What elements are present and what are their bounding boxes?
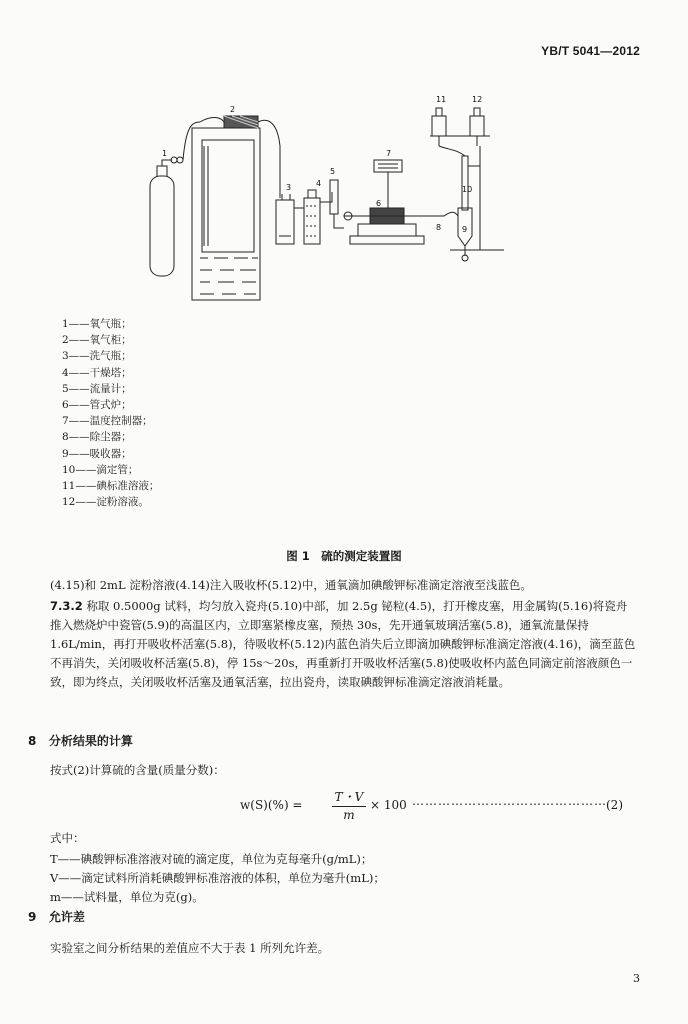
tube-furnace — [344, 208, 434, 244]
legend-item: 5——流量计； — [62, 382, 132, 395]
section-8-heading — [28, 732, 133, 749]
standard-code: YB/T 5041—2012 — [541, 44, 640, 58]
figure-caption: 图 1 硫的测定装置图 — [286, 549, 402, 563]
callout-7: 7 — [386, 149, 392, 158]
legend-item: 10——滴定管； — [62, 463, 139, 476]
formula-fraction — [332, 788, 366, 822]
definition-m: m——试料量，单位为克(g)。 — [50, 890, 204, 904]
paragraph-7-3-2 — [50, 597, 638, 692]
formula-2 — [240, 788, 640, 828]
figure-legend — [62, 316, 159, 510]
callout-11: 11 — [436, 95, 447, 104]
legend-item: 1——氧气瓶； — [62, 318, 132, 330]
flowmeter — [330, 180, 344, 228]
legend-item: 6——管式炉； — [62, 399, 132, 412]
callout-6: 6 — [376, 199, 382, 208]
legend-item: 9——吸收器； — [62, 447, 132, 460]
callout-1: 1 — [162, 149, 168, 158]
callout-8: 8 — [436, 223, 442, 232]
drying-tower — [304, 190, 320, 244]
legend-item: 8——除尘器； — [62, 431, 132, 444]
absorber — [458, 208, 472, 261]
callout-3: 3 — [286, 183, 292, 192]
section-number: 8 — [28, 734, 37, 748]
wash-bottle — [276, 194, 294, 244]
callout-2: 2 — [230, 105, 236, 114]
callout-5: 5 — [330, 167, 336, 176]
tolerance-text: 实验室之间分析结果的差值应不大于表 1 所列允许差。 — [50, 941, 330, 955]
formula-lhs: w(S)(%) = — [240, 798, 303, 812]
reagent-bottles — [430, 108, 490, 156]
formula-multiplier: × 100 — [370, 798, 407, 812]
callout-4: 4 — [316, 179, 322, 188]
legend-item: 4——干燥塔； — [62, 366, 132, 379]
page-number: 3 — [633, 972, 640, 985]
legend-item: 11——碘标准溶液； — [62, 480, 160, 493]
calc-intro: 按式(2)计算硫的含量(质量分数)： — [50, 763, 225, 777]
section-number: 9 — [28, 910, 37, 924]
legend-item: 3——洗气瓶； — [62, 350, 132, 363]
clause-text: 称取 0.5000g 试料，均匀放入瓷舟(5.10)中部，加 2.5g 铋粒(4.5)，打开橡皮塞，用金属钩(5.16)将瓷舟推入燃烧炉中瓷管(5.9)的高温区内，立即塞紧橡皮塞，预热 30s，先开通氧玻璃活塞(5.8)，通氧流量保持 1.6L/min，再打开吸收杯活塞(5.8)，待吸收杯(5.12)内蓝色消失后立即滴加碘酸钾标准滴定溶液(4.16)，滴至蓝色不再消失，关闭吸收杯活塞(5.8)，停 15s～20s，再重新打开吸收杯活塞(5.8)使吸收杯内蓝色同滴定前溶液颜色一致，即为终点，关闭吸收杯活塞及通氧活塞，拉出瓷舟，读取碘酸钾标准滴定溶液消耗量。 — [50, 599, 636, 689]
paragraph: (4.15)和 2mL 淀粉溶液(4.14)注入吸收杯(5.12)中，通氧滴加碘酸钾标准滴定溶液至浅蓝色。 — [50, 578, 532, 592]
where-label: 式中： — [50, 831, 85, 845]
callout-10: 10 — [462, 185, 473, 194]
oxygen-cylinder — [150, 157, 183, 276]
legend-item: 12——淀粉溶液。 — [62, 496, 149, 509]
formula-numerator: T・V — [332, 788, 366, 807]
formula-leader-dots: ……………………………………… — [412, 794, 607, 808]
legend-item: 7——温度控制器； — [62, 415, 153, 428]
legend-item: 2——氧气柜； — [62, 334, 132, 347]
apparatus-diagram — [140, 86, 540, 316]
section-title: 分析结果的计算 — [48, 734, 133, 748]
definition-V: V——滴定试料所消耗碘酸钾标准溶液的体积，单位为毫升(mL)； — [50, 871, 385, 885]
callout-12: 12 — [472, 95, 483, 104]
equation-number: (2) — [606, 798, 623, 812]
section-9-heading — [28, 908, 85, 925]
clause-number: 7.3.2 — [50, 599, 83, 613]
formula-denominator: m — [343, 808, 355, 822]
gas-holder — [192, 116, 280, 300]
definition-T: T——碘酸钾标准溶液对硫的滴定度，单位为克每毫升(g/mL)； — [50, 852, 373, 866]
callout-9: 9 — [462, 225, 468, 234]
dust-remover — [434, 212, 458, 216]
section-title: 允许差 — [48, 910, 85, 924]
